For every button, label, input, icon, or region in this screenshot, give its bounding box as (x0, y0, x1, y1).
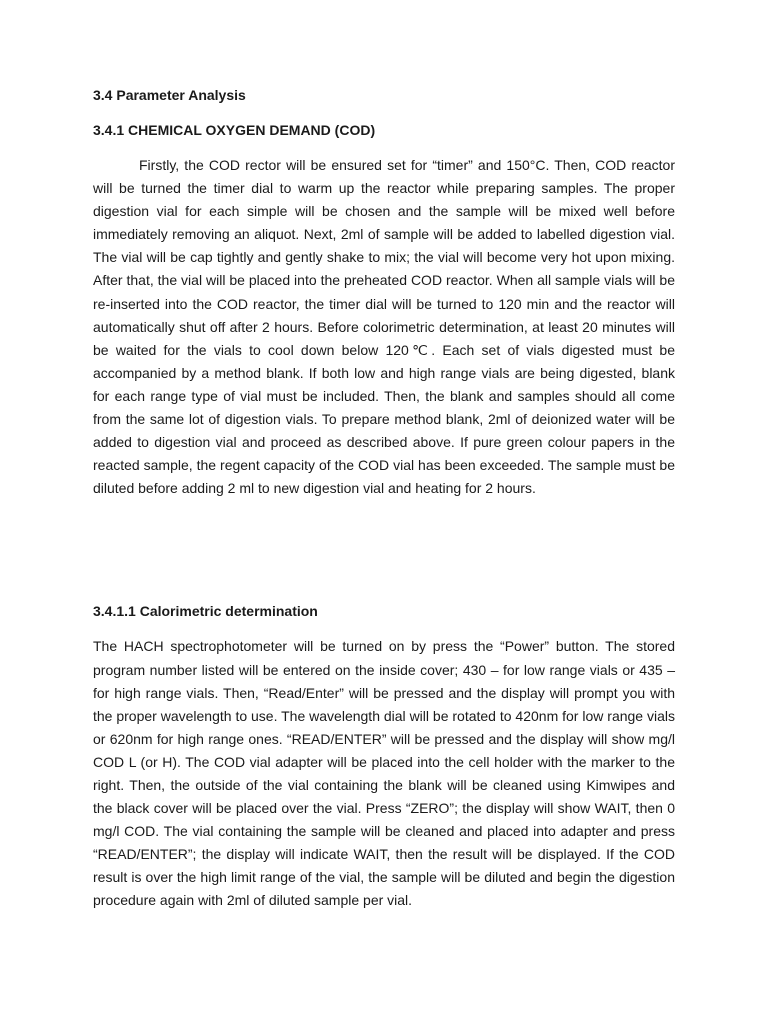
subsection-heading: 3.4.1 CHEMICAL OXYGEN DEMAND (COD) (93, 122, 376, 138)
subsubsection-heading: 3.4.1.1 Calorimetric determination (93, 603, 318, 620)
paragraph-calorimetric-procedure: The HACH spectrophotometer will be turned on by press the “Power” button. The stored program number listed will be entered on the inside cover; 430 – for low range vials or 435 – for high range vials. Then, “Read/Enter” will be pressed and the display will prompt you with the proper wavelength to use. The wavelength dial will be rotated to 420nm for low range vials or 620nm for high range ones. “READ/ENTER” will be pressed and the display will show mg/l COD L (or H). The COD vial adapter will be placed into the cell holder with the marker to the right. Then, the outside of the vial containing the blank will be cleaned using Kimwipes and the black cover will be placed over the vial. Press “ZERO”; the display will show WAIT, then 0 mg/l COD. The vial containing the sample will be cleaned and placed into adapter and press “READ/ENTER”; the display will indicate WAIT, then the result will be displayed. If the COD result is over the high limit range of the vial, the sample will be diluted and begin the digestion procedure again with 2ml of diluted sample per vial. (93, 638, 675, 909)
document-page (93, 86, 675, 913)
section-heading: 3.4 Parameter Analysis (93, 87, 246, 103)
paragraph-cod-procedure: Firstly, the COD rector will be ensured set for “timer” and 150°C. Then, COD reactor will be turned the timer dial to warm up the reactor while preparing samples. The proper digestion vial for each simple will be chosen and the sample will be mixed well before immediately removing an aliquot. Next, 2ml of sample will be added to labelled digestion vial. The vial will be cap tightly and gently shake to mix; the vial will become very hot upon mixing. After that, the vial will be placed into the preheated COD reactor. When all sample vials will be re-inserted into the COD reactor, the timer dial will be turned to 120 min and the reactor will automatically shut off after 2 hours. Before colorimetric determination, at least 20 minutes will be waited for the vials to cool down below 120℃. Each set of vials digested must be accompanied by a method blank. If both low and high range vials are being digested, blank for each range type of vial must be included. Then, the blank and samples should all come from the same lot of digestion vials. To prepare method blank, 2ml of deionized water will be added to digestion vial and proceed as described above. If pure green colour papers in the reacted sample, the regent capacity of the COD vial has been exceeded. The sample must be diluted before adding 2 ml to new digestion vial and heating for 2 hours. (93, 157, 675, 497)
